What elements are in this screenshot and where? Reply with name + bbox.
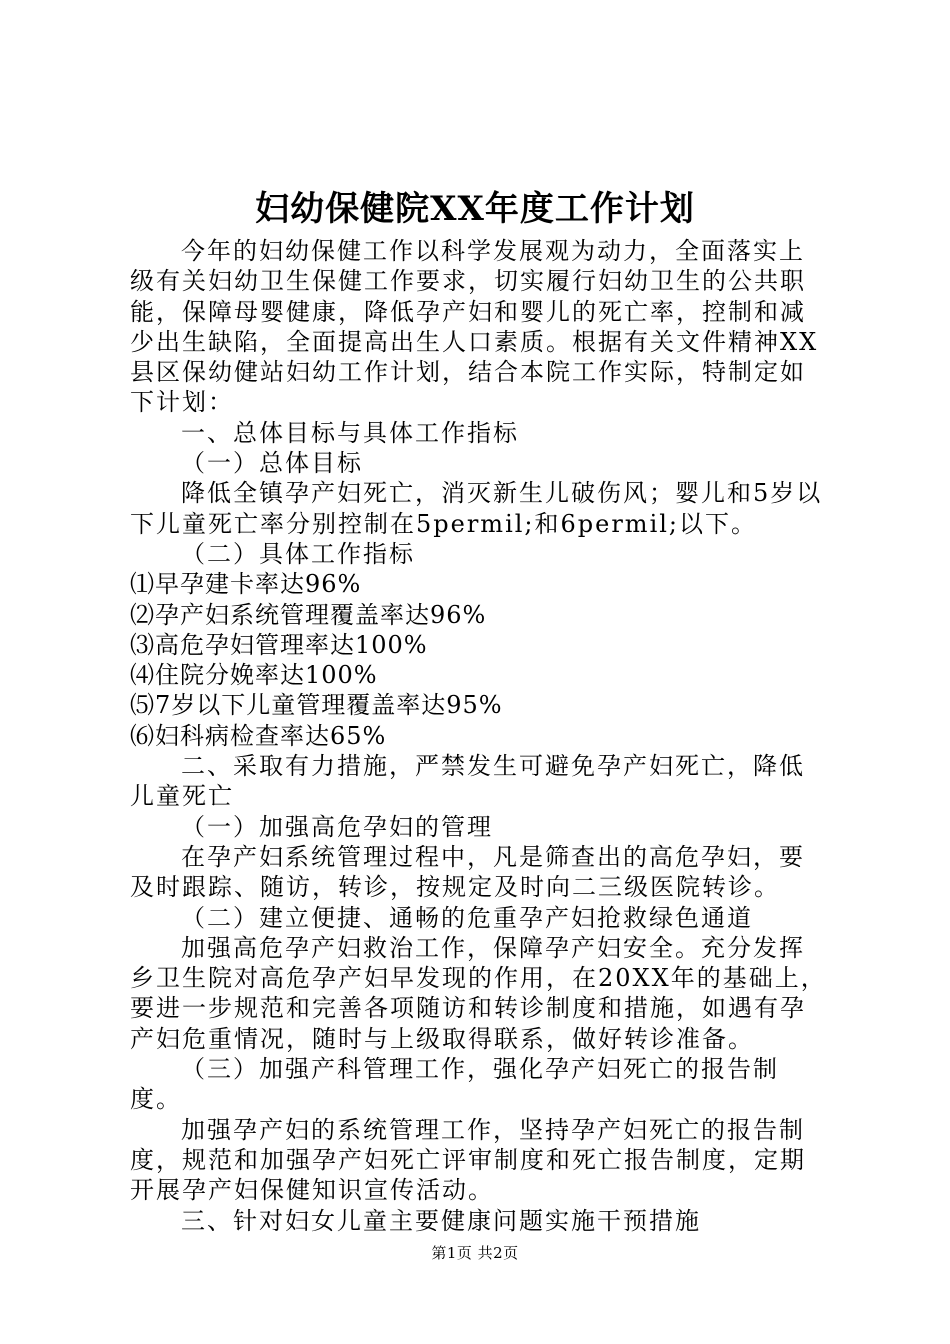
- body-paragraph: 在孕产妇系统管理过程中，凡是筛查出的高危孕妇，要及时跟踪、随访，转诊，按规定及时向二三级医院转诊。: [130, 842, 805, 902]
- indicator-item: ⑸7岁以下儿童管理覆盖率达95%: [130, 691, 503, 720]
- subsection-heading: （一）加强高危孕妇的管理: [181, 812, 493, 841]
- subsection-heading: （二）具体工作指标: [181, 539, 415, 568]
- body-paragraph: 降低全镇孕产妇死亡，消灭新生儿破伤风；婴儿和5岁以下儿童死亡率分别控制在5permil;和6permil;以下。: [130, 479, 823, 538]
- indicator-item: ⑶高危孕妇管理率达100%: [130, 630, 428, 659]
- document-body: [130, 236, 830, 1236]
- page-footer: 第1页 共2页: [431, 1244, 519, 1262]
- intro-paragraph: 今年的妇幼保健工作以科学发展观为动力，全面落实上级有关妇幼卫生保健工作要求，切实履行妇幼卫生的公共职能，保障母婴健康，降低孕产妇和婴儿的死亡率，控制和减少出生缺陷，全面提高出生人口素质。根据有关文件精神XX县区保幼健站妇幼工作计划，结合本院工作实际，特制定如下计划：: [130, 237, 819, 417]
- indicator-item: ⑵孕产妇系统管理覆盖率达96%: [130, 600, 487, 629]
- indicator-item: ⑴早孕建卡率达96%: [130, 570, 362, 599]
- indicator-item: ⑹妇科病检查率达65%: [130, 721, 387, 750]
- indicator-item: ⑷住院分娩率达100%: [130, 661, 378, 690]
- section-heading-1: 一、总体目标与具体工作指标: [181, 418, 519, 447]
- body-paragraph: 加强高危孕产妇救治工作，保障孕产妇安全。充分发挥乡卫生院对高危孕产妇早发现的作用，在20XX年的基础上，要进一步规范和完善各项随访和转诊制度和措施，如遇有孕产妇危重情况，随时与上级取得联系，做好转诊准备。: [130, 933, 827, 1053]
- subsection-heading: （二）建立便捷、通畅的危重孕产妇抢救绿色通道: [181, 903, 753, 932]
- body-paragraph: 加强孕产妇的系统管理工作，坚持孕产妇死亡的报告制度，规范和加强孕产妇死亡评审制度和死亡报告制度，定期开展孕产妇保健知识宣传活动。: [130, 1115, 806, 1205]
- subsection-heading: （一）总体目标: [181, 449, 363, 478]
- section-heading-3: 三、针对妇女儿童主要健康问题实施干预措施: [181, 1206, 701, 1235]
- subsection-heading: （三）加强产科管理工作，强化孕产妇死亡的报告制度。: [130, 1055, 779, 1114]
- section-heading-2: 二、采取有力措施，严禁发生可避免孕产妇死亡，降低儿童死亡: [130, 752, 805, 811]
- document-title: 妇幼保健院XX年度工作计划: [255, 189, 695, 229]
